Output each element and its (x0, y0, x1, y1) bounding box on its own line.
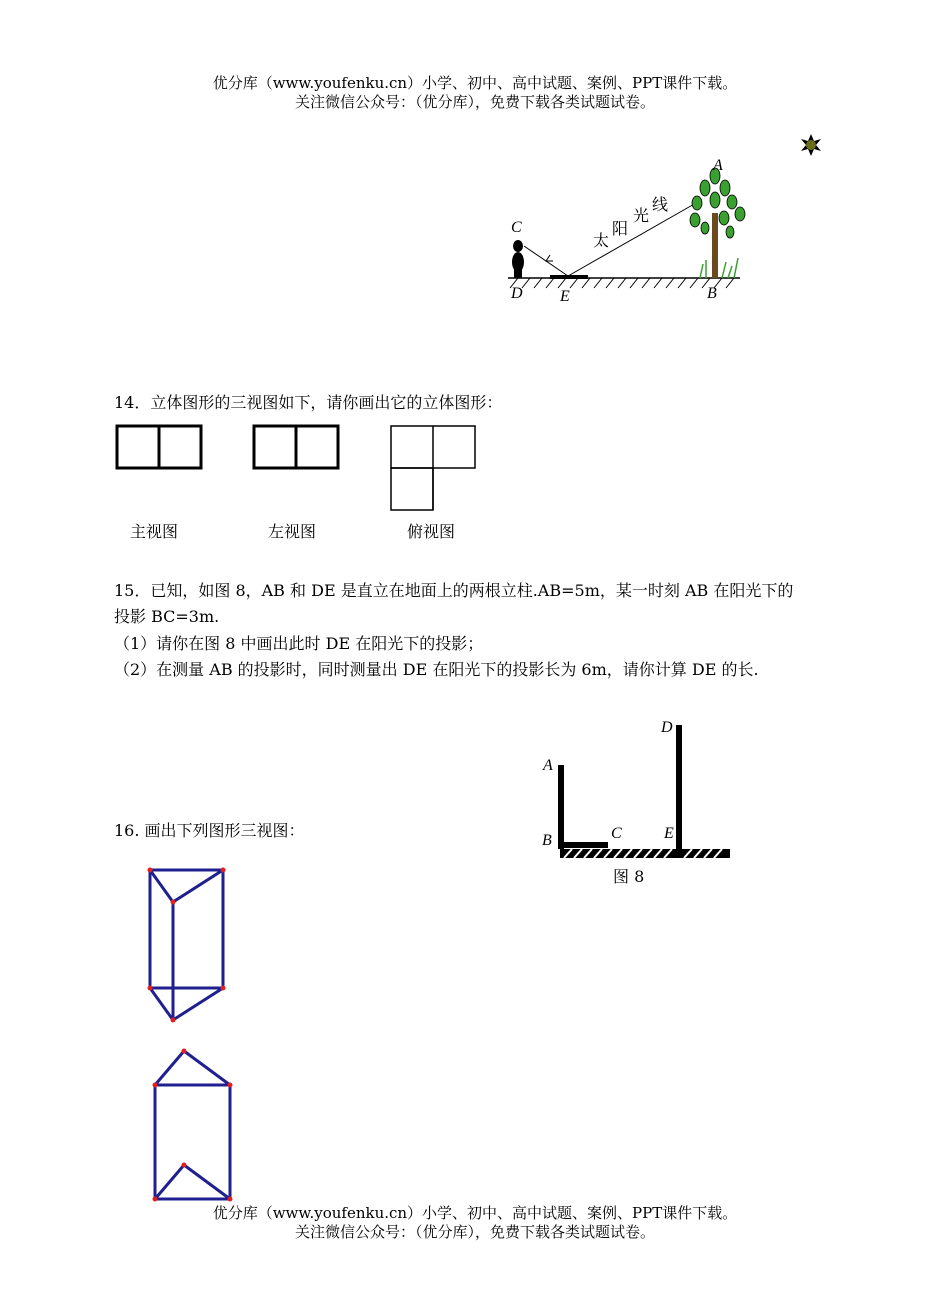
label-a: A (713, 157, 723, 174)
person-icon (512, 240, 524, 278)
caption-front-view: 主视图 (130, 522, 179, 541)
q15-line-2: 投影 BC=3m. (114, 607, 220, 626)
shadow-bc (558, 842, 608, 848)
fig8-label-a: A (543, 757, 553, 774)
caption-left-view: 左视图 (268, 522, 317, 541)
figure-8 (535, 715, 735, 890)
q16-text: 16. 画出下列图形三视图： (114, 821, 305, 840)
fig8-label-e: E (664, 825, 674, 842)
fig8-label-d: D (661, 719, 673, 736)
q15-line-1: 15．已知，如图 8，AB 和 DE 是直立在地面上的两根立柱.AB=5m，某一时刻 AB 在阳光下的 (114, 581, 794, 600)
sunlight-figure (500, 128, 830, 318)
top-view-outline (391, 426, 475, 510)
footer-line-1: 优分库（www.youfenku.cn）小学、初中、高中试题、案例、PPT课件下载。 (212, 1204, 738, 1222)
header-line-2: 关注微信公众号：（优分库），免费下载各类试题试卷。 (294, 93, 655, 111)
header-line-1: 优分库（www.youfenku.cn）小学、初中、高中试题、案例、PPT课件下载。 (212, 74, 738, 92)
q14-text: 14．立体图形的三视图如下，请你画出它的立体图形： (114, 393, 503, 412)
tree-icon (690, 168, 745, 278)
label-d: D (511, 285, 523, 302)
sunlight-char-3: 光 (633, 206, 650, 225)
prism-house (140, 1040, 240, 1210)
label-e: E (560, 288, 570, 305)
pole-de (676, 725, 682, 849)
sunlight-figure-drawing (500, 128, 830, 318)
label-b: B (707, 285, 717, 302)
fig8-label-b: B (542, 832, 552, 849)
pole-ab (558, 765, 564, 849)
footer-line-2: 关注微信公众号：（优分库），免费下载各类试题试卷。 (294, 1223, 655, 1241)
sunlight-char-2: 阳 (612, 219, 629, 238)
sunlight-char-1: 太 (593, 231, 610, 250)
label-c: C (511, 219, 522, 236)
fig8-caption: 图 8 (613, 867, 645, 886)
prism-upright (140, 860, 240, 1030)
fig8-label-c: C (611, 825, 622, 842)
q15-sub-2: （2）在测量 AB 的投影时，同时测量出 DE 在阳光下的投影长为 6m，请你计算 DE 的长. (114, 660, 759, 679)
three-views-diagram (112, 422, 492, 517)
sun-icon (801, 134, 821, 156)
q15-sub-1: （1）请你在图 8 中画出此时 DE 在阳光下的投影； (114, 634, 484, 653)
sunlight-char-4: 线 (652, 195, 669, 214)
caption-top-view: 俯视图 (407, 522, 456, 541)
